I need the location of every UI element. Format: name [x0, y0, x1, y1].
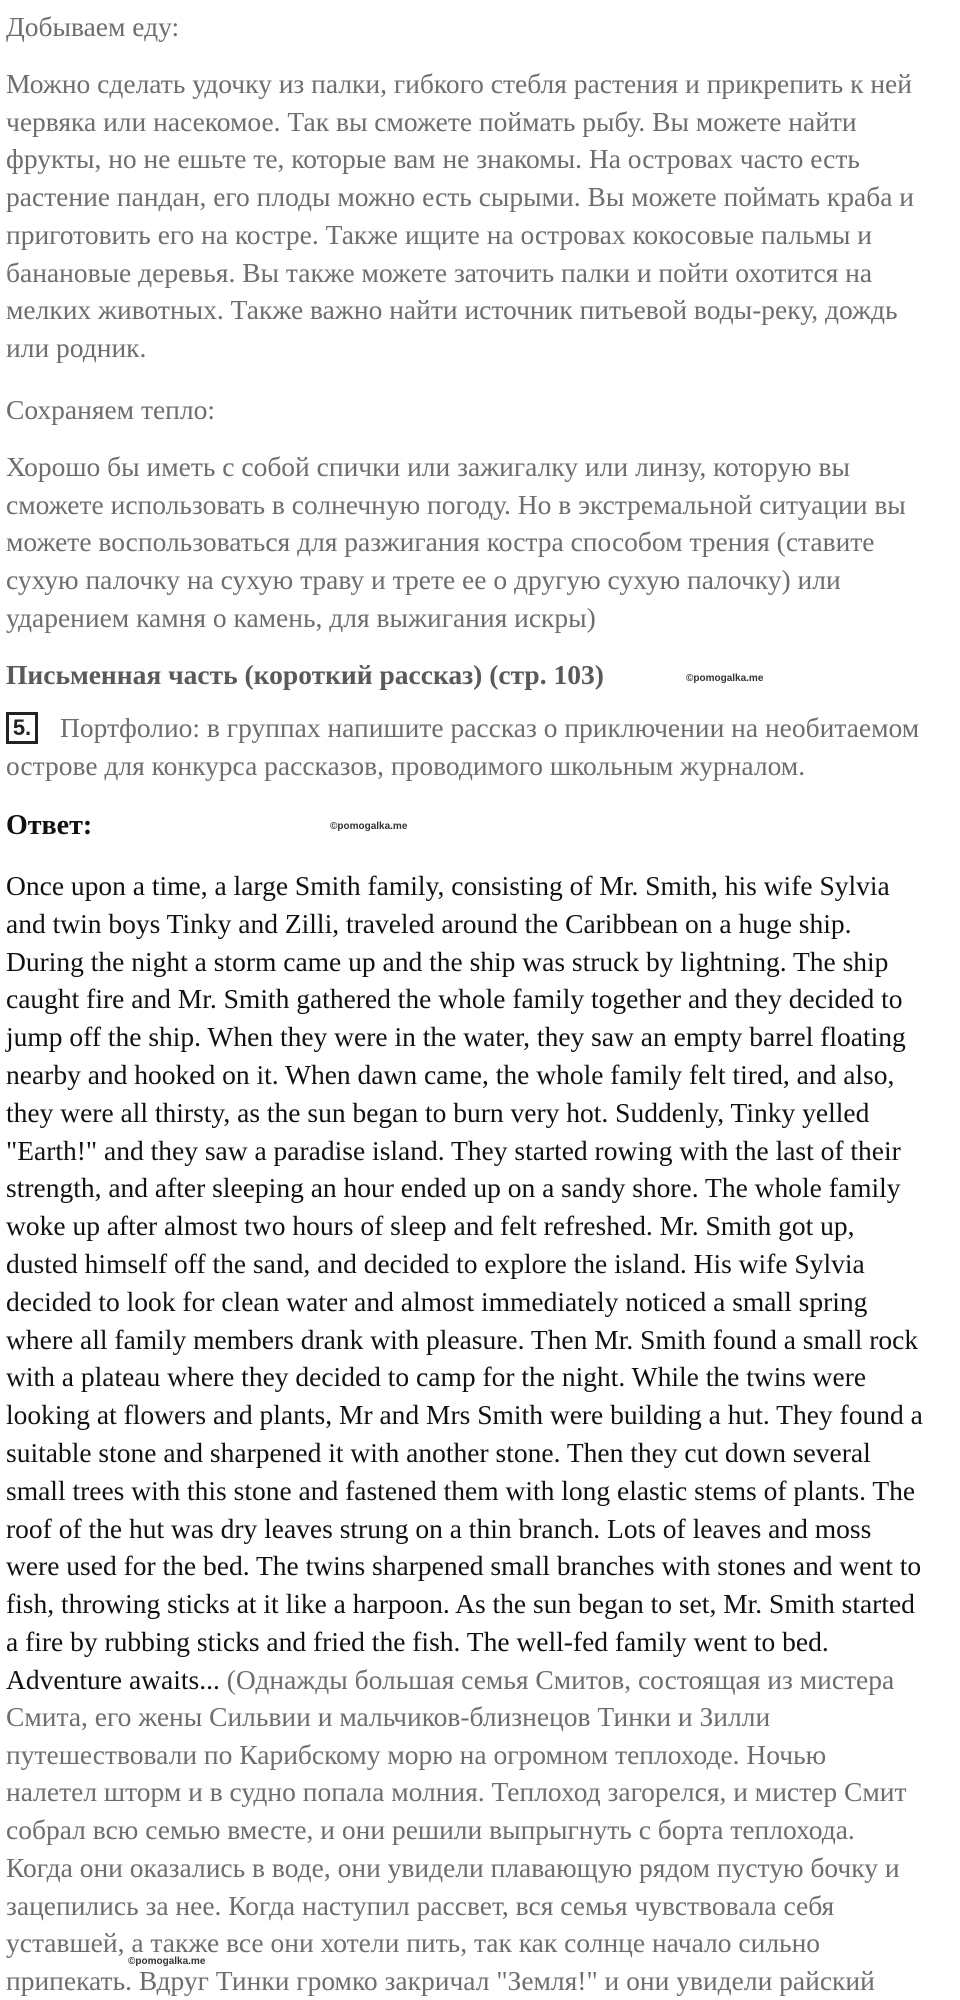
story-line: caught fire and Mr. Smith gathered the whole family together and they decided to [6, 983, 903, 1015]
story-line: "Earth!" and they saw a paradise island. They started rowing with the last of their [6, 1134, 901, 1166]
section-title: Письменная часть (короткий рассказ) (стр. 103) [6, 659, 604, 690]
paragraph-line: Хорошо бы иметь с собой спички или зажигалку или линзу, которую вы [6, 451, 850, 482]
task-text-line: Портфолио: в группах напишите рассказ о приключении на необитаемом [60, 712, 920, 743]
story-line: were used for the bed. The twins sharpened small branches with stones and went to [6, 1550, 922, 1582]
paragraph-line: банановые деревья. Вы также можете заточить палки и пойти охотится на [6, 256, 873, 288]
story-line: fish, throwing sticks at it like a harpoon. As the sun began to set, Mr. Smith started [6, 1588, 915, 1620]
story-line: Once upon a time, a large Smith family, consisting of Mr. Smith, his wife Sylvia [6, 870, 890, 901]
paragraph-line: Можно сделать удочку из палки, гибкого стебля растения и прикрепить к ней [6, 68, 912, 99]
paragraph-line: червяка или насекомое. Так вы сможете поймать рыбу. Вы можете найти [6, 105, 857, 137]
story-russian [6, 1698, 956, 2000]
paragraph-line: ударением камня о камень, для выжигания искры) [6, 601, 596, 633]
story-line: strength, and after sleeping an hour ended up on a sandy shore. The whole family [6, 1172, 901, 1204]
translation-line: Смита, его жены Сильвии и мальчиков-близнецов Тинки и Зилли [6, 1701, 771, 1732]
paragraph-line: мелких животных. Также важно найти источник питьевой воды-реку, дождь [6, 294, 898, 326]
story-line: woke up after almost two hours of sleep and felt refreshed. Mr. Smith got up, [6, 1210, 855, 1242]
story-line: small trees with this stone and fastened them with long elastic stems of plants. The [6, 1474, 916, 1506]
story-line: nearby and hooked on it. When dawn came, the whole family felt tired, and also, [6, 1058, 895, 1090]
story-english [6, 867, 956, 1699]
story-line: suitable stone and sharpened it with another stone. Then they cut down several [6, 1436, 871, 1468]
task-number-box: 5. [6, 712, 38, 744]
story-line-russian-part: (Однажды большая семья Смитов, состоящая из мистера [219, 1663, 895, 1695]
story-line: where all family members drank with pleasure. Then Mr. Smith found a small rock [6, 1323, 919, 1355]
story-line-mixed [6, 1661, 956, 1699]
task-text-line: острове для конкурса рассказов, проводимого школьным журналом. [6, 750, 806, 781]
story-line: During the night a storm came up and the ship was struck by lightning. The ship [6, 945, 889, 977]
warmth-paragraph [6, 448, 956, 637]
paragraph-line: фрукты, но не ешьте те, которые вам не знакомы. На островах часто есть [6, 143, 860, 175]
translation-line: собрал всю семью вместе, и они решили выпрыгнуть с борта теплохода. [6, 1814, 855, 1846]
warmth-heading: Сохраняем тепло: [6, 394, 216, 425]
answer-label: Ответ: [6, 810, 93, 841]
paragraph-line: или родник. [6, 331, 147, 363]
story-line: and twin boys Tinky and Zilli, traveled around the Caribbean on a huge ship. [6, 907, 852, 939]
watermark: ©pomogalka.me [330, 821, 408, 832]
watermark: ©pomogalka.me [128, 1956, 206, 1967]
paragraph-line: сможете использовать в солнечную погоду. Но в экстремальной ситуации вы [6, 488, 906, 520]
story-line: decided to look for clean water and almost immediately noticed a small spring [6, 1285, 868, 1317]
story-line-english-part: Adventure awaits... [6, 1663, 220, 1695]
paragraph-line: сухую палочку на сухую траву и трете ее о другую сухую палочку) или [6, 564, 841, 596]
food-paragraph [6, 65, 956, 367]
story-line: jump off the ship. When they were in the water, they saw an empty barrel floating [6, 1021, 906, 1053]
paragraph-line: приготовить его на костре. Также ищите на островах кокосовые пальмы и [6, 218, 872, 250]
story-line: dusted himself off the sand, and decided to explore the island. His wife Sylvia [6, 1247, 865, 1279]
story-line: looking at flowers and plants, Mr and Mrs Smith were building a hut. They found a [6, 1399, 923, 1431]
story-line: with a plateau where they decided to camp for the night. While the twins were [6, 1361, 867, 1393]
translation-line: налетел шторм и в судно попала молния. Теплоход загорелся, и мистер Смит [6, 1776, 907, 1808]
food-heading: Добываем еду: [6, 11, 180, 42]
paragraph-line: можете воспользоваться для разжигания костра способом трения (ставите [6, 526, 875, 558]
translation-line: уставшей, а также все они хотели пить, так как солнце начало сильно [6, 1927, 821, 1959]
story-line: roof of the hut was dry leaves strung on a thin branch. Lots of leaves and moss [6, 1512, 872, 1544]
paragraph-line: растение пандан, его плоды можно есть сырыми. Вы можете поймать краба и [6, 181, 915, 213]
translation-line: зацепились за нее. Когда наступил рассвет, вся семья чувствовала себя [6, 1889, 835, 1921]
translation-line: припекать. Вдруг Тинки громко закричал "Земля!" и они увидели райский [6, 1964, 875, 1996]
translation-line: Когда они оказались в воде, они увидели плавающую рядом пустую бочку и [6, 1851, 900, 1883]
story-line: they were all thirsty, as the sun began to burn very hot. Suddenly, Tinky yelled [6, 1096, 870, 1128]
story-line: a fire by rubbing sticks and fried the fish. The well-fed family went to bed. [6, 1625, 829, 1657]
translation-line: путешествовали по Карибскому морю на огромном теплоходе. Ночью [6, 1738, 827, 1770]
watermark: ©pomogalka.me [686, 673, 764, 684]
